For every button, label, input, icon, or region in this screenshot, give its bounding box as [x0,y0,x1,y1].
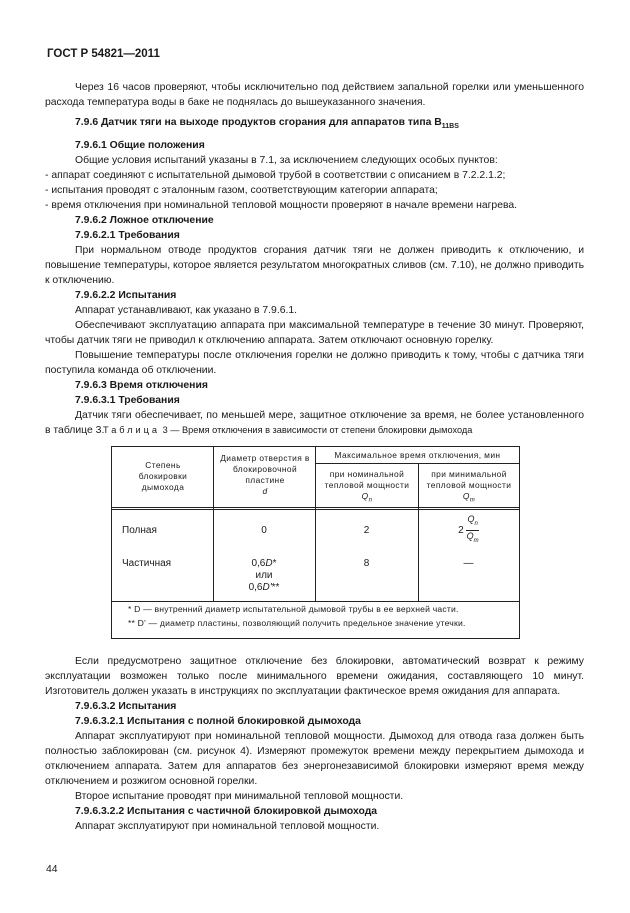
header-divider [112,507,519,508]
header-diameter-text: Диаметр отверстия в блокировочной пластине [220,453,310,485]
page-number: 44 [46,864,58,875]
table-caption-label: Таблица [103,425,161,435]
section-heading-7-9-6-3-1: 7.9.6.3.1 Требования [75,395,180,406]
header-max-time: Максимальное время отключения, мин [334,450,501,460]
paragraph: Обеспечивают эксплуатацию аппарата при максимальной температуре в течение 30 минут. Проверяют, чтобы датчик тяги не приводил к отключению аппарата. Затем отключают основную горелку. [45,320,584,346]
table-caption [103,425,472,435]
heading-text: 7.9.6 Датчик тяги на выходе продуктов сгорания для аппаратов типа B [75,117,442,128]
fraction-numerator: $Q_n$ [466,514,478,531]
section-heading-7-9-6-3-2-2: 7.9.6.3.2.2 Испытания с частичной блокировкой дымохода [75,806,378,817]
header-nominal [320,469,414,507]
cell-diameter-full: 0 [261,525,267,536]
table-notes [128,602,466,630]
document-header: ГОСТ Р 54821—2011 [47,48,160,60]
row-divider [315,463,520,464]
header-diameter-symbol: d [262,486,268,496]
header-diameter [220,453,310,497]
section-heading-7-9-6-3-2: 7.9.6.3.2 Испытания [75,701,177,712]
column-divider [315,447,316,601]
cell-nominal-full: 2 [363,525,370,536]
section-heading-7-9-6-2-2: 7.9.6.2.2 Испытания [75,290,177,301]
paragraph: Второе испытание проводят при минимальной тепловой мощности. [75,791,404,802]
section-heading-7-9-6-1: 7.9.6.1 Общие положения [75,140,205,151]
header-divider [112,509,519,510]
header-nominal-symbol: Q [361,491,369,501]
paragraph: Повышение температуры после отключения горелки не должно приводить к тому, чтобы с датчика тяги поступила команда об отключении. [45,350,584,376]
table-3 [111,446,520,639]
header-degree: Степень блокировки дымохода [138,460,188,492]
paragraph: Через 16 часов проверяют, чтобы исключительно под действием запальной горелки или уменьшенного расхода температура воды в баке не поднялась до вышеуказанного значения. [45,82,584,108]
header-nominal-sub: n [368,497,373,504]
paragraph: Аппарат эксплуатируют при номинальной тепловой мощности. Дымоход для отвода газа должен быть полностью заблокирован (см. рисунок 4). Измеряют промежуток времени между перекрытием дымохода и отключением аппарата. Затем для аппаратов без энергонезависимой блокировки измеряют время между отключением и розжигом основной горелки. [45,731,584,787]
cell-minimal-full [418,514,519,547]
section-heading-7-9-6-2-1: 7.9.6.2.1 Требования [75,230,180,241]
header-minimal-symbol: Q [462,491,470,501]
section-heading-7-9-6-3-2-1: 7.9.6.3.2.1 Испытания с полной блокировкой дымохода [75,716,361,727]
main-text-top [45,80,584,438]
cell-minimal-partial: — [463,558,474,569]
paragraph: Аппарат эксплуатируют при номинальной тепловой мощности. [75,821,380,832]
main-text-bottom [45,654,584,834]
cell-degree-partial: Частичная [122,558,172,569]
table-note: ** D' — диаметр пластины, позволяющий получить предельное значение утечки. [128,618,466,628]
paragraph: Общие условия испытаний указаны в 7.1, за исключением следующих особых пунктов: [75,155,498,166]
section-heading-7-9-6-3: 7.9.6.3 Время отключения [75,380,208,391]
paragraph: Если предусмотрено защитное отключение без блокировки, автоматический возврат к режиму эксплуатации возможен только после минимального времени ожидания, составляющего 10 минут. Изготовитель должен указать в инструкциях по эксплуатации фактическое время ожидания для аппарата. [45,656,584,697]
cell-diameter-partial: 0,6D* или 0,6D'** [213,558,315,594]
section-heading-7-9-6 [45,115,584,134]
fraction [466,514,478,547]
coefficient: 2 [458,524,464,536]
list-item: - испытания проводят с эталонным газом, соответствующим категории аппарата; [45,185,438,196]
or-text: или [255,570,273,581]
list-item: - время отключения при номинальной тепловой мощности проверяют в начале времени нагрева. [45,200,518,211]
section-heading-7-9-6-2: 7.9.6.2 Ложное отключение [75,215,214,226]
header-minimal-sub: m [469,497,476,504]
header-minimal-text: при минимальной тепловой мощности [426,469,512,490]
header-minimal [422,469,516,507]
paragraph: Аппарат устанавливают, как указано в 7.9.6.1. [75,305,298,316]
cell-degree-full: Полная [122,525,157,536]
cell-nominal-partial: 8 [363,558,370,569]
list-item: - аппарат соединяют с испытательной дымовой трубой в соответствии с описанием в 7.2.2.1.2; [45,170,506,181]
header-nominal-text: при номинальной тепловой мощности [324,469,410,490]
fraction-denominator: $Q_m$ [466,530,479,544]
paragraph: Датчик тяги обеспечивает, по меньшей мере, защитное отключение за время, не более установленного в таблице 3. [45,410,584,436]
table-caption-text: 3 — Время отключения в зависимости от степени блокировки дымохода [160,425,473,435]
paragraph: При нормальном отводе продуктов сгорания датчик тяги не должен приводить к отключению, и повышение температуры, которое является результатом многократных сливов (см. 7.10), не должно приводить к отключению. [45,245,584,286]
table-note: * D — внутренний диаметр испытательной дымовой трубы в ее верхней части. [128,604,459,614]
heading-subscript: 11BS [441,123,459,130]
